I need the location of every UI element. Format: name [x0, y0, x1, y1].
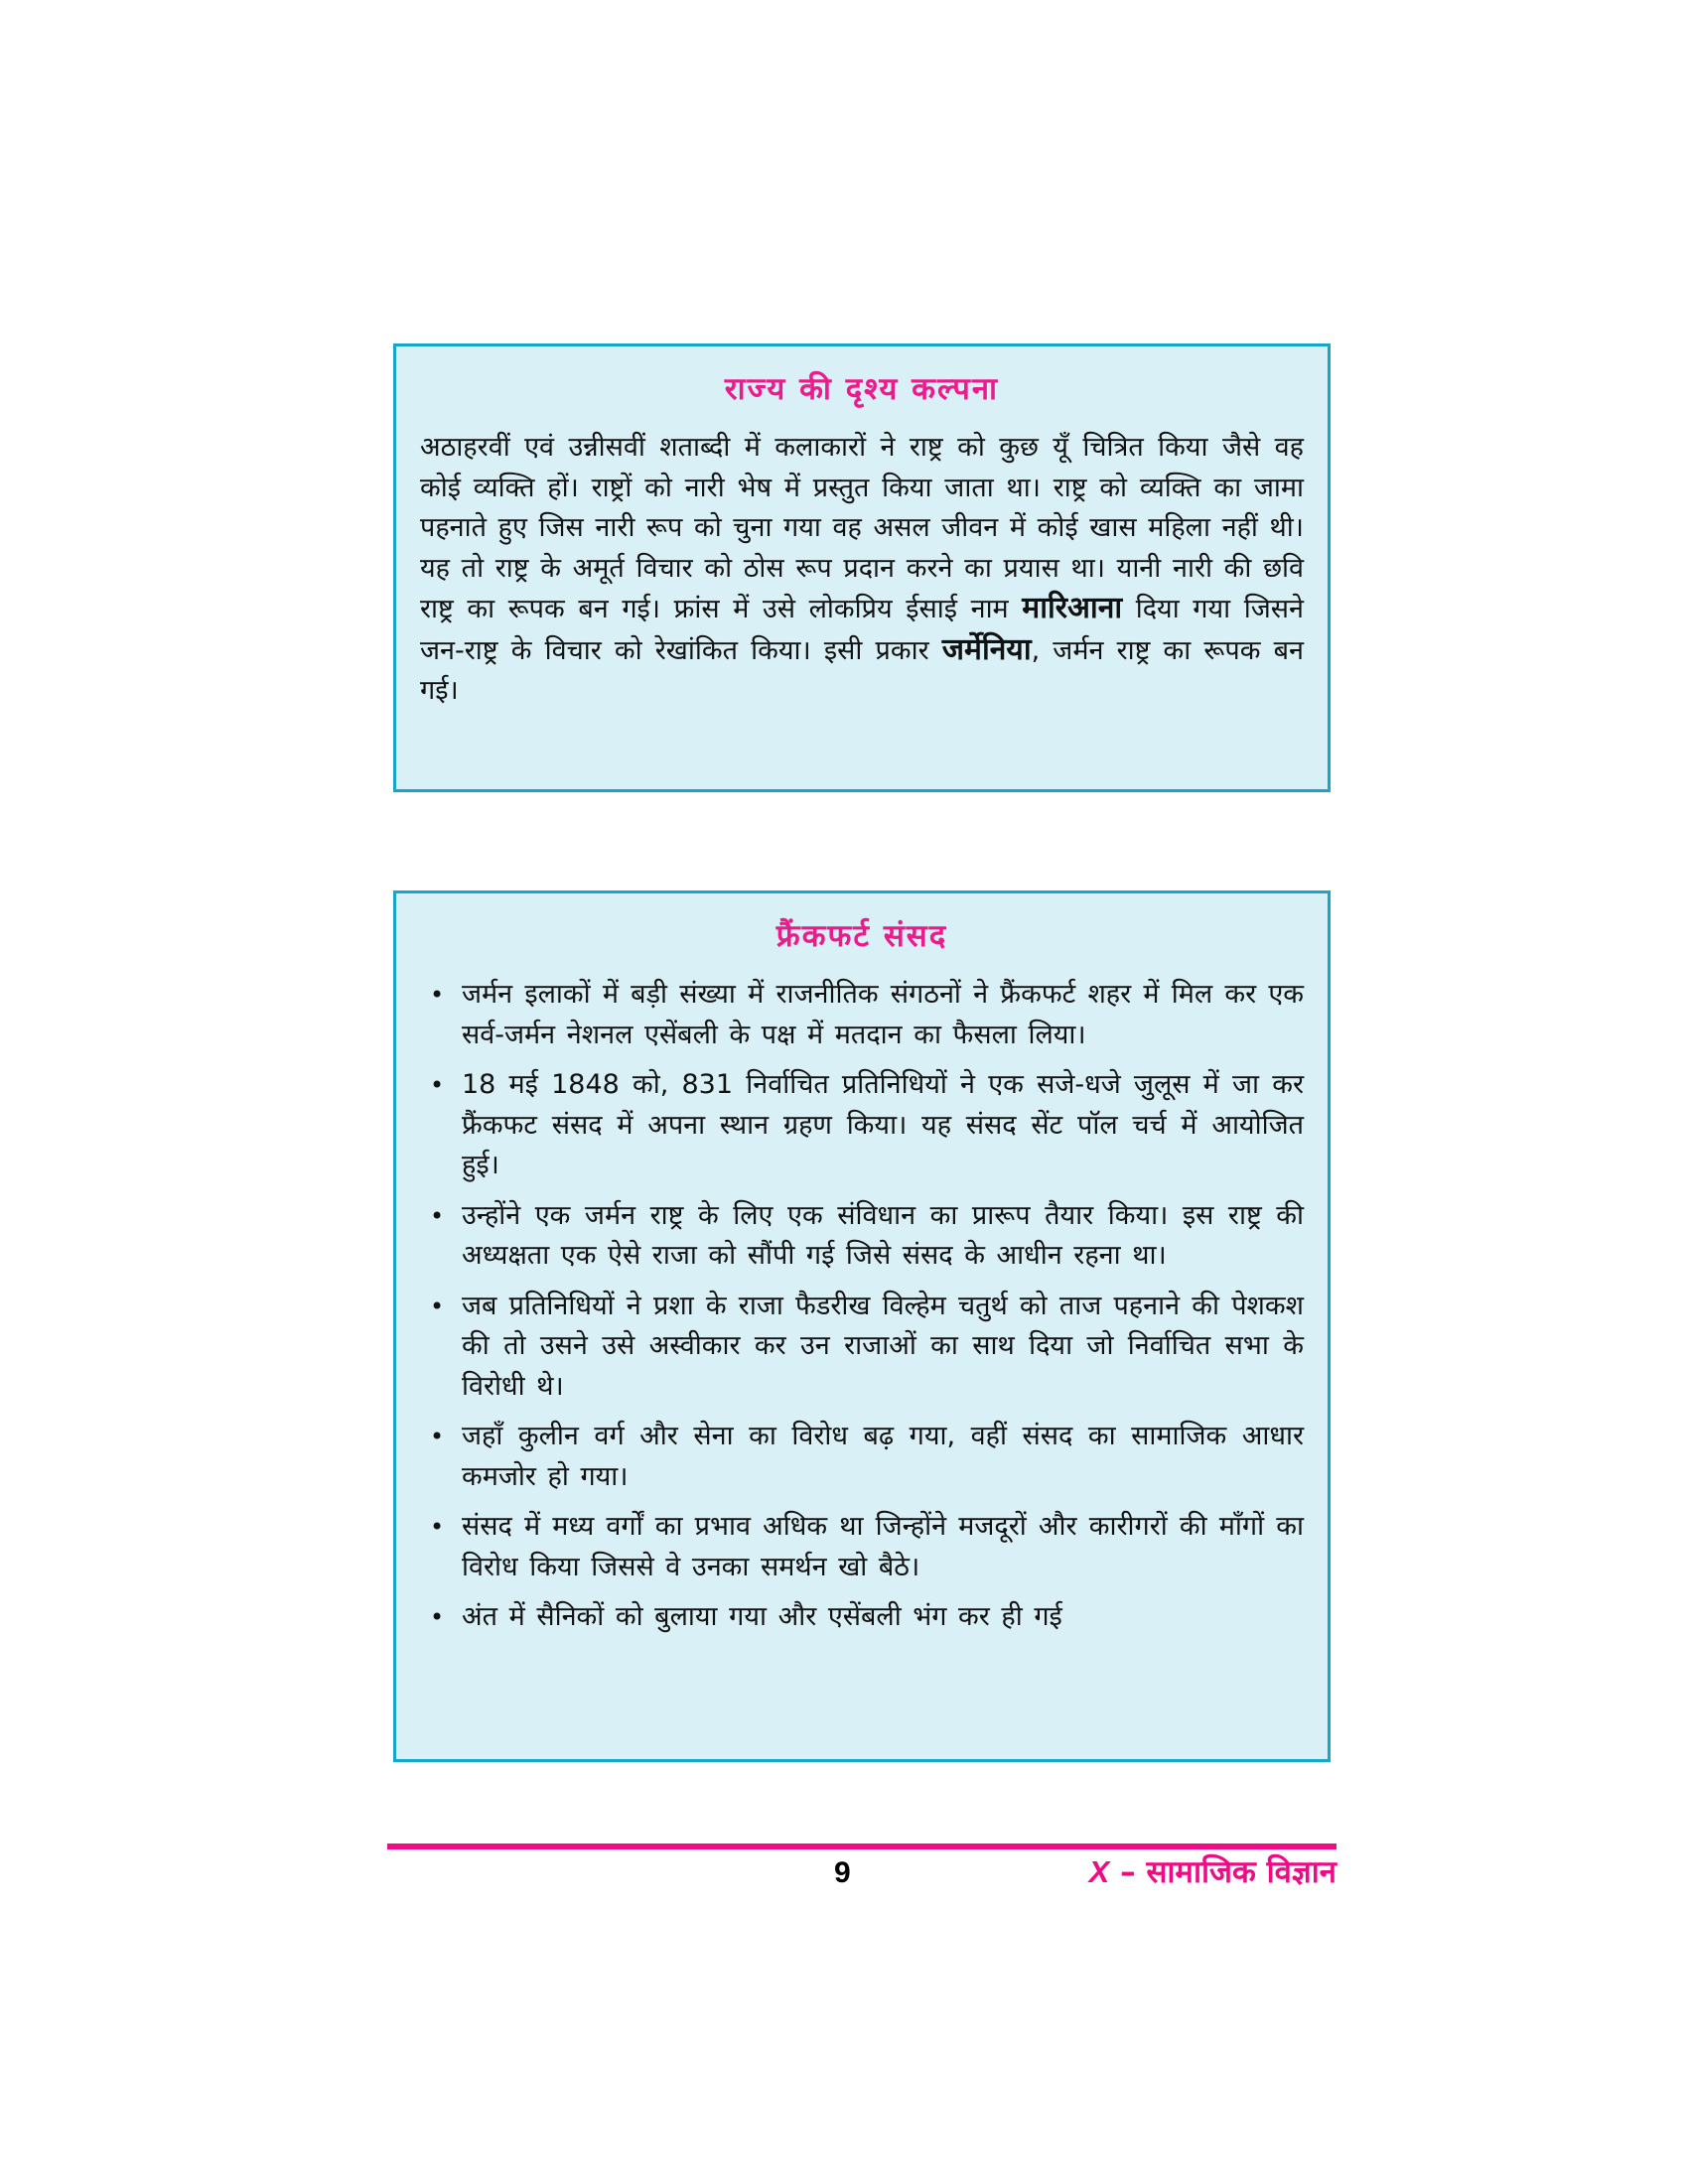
list-item-text: संसद में मध्य वर्गों का प्रभाव अधिक था जिन्होंने मजदूरों और कारीगरों की माँगों का विरोध किया जिससे वे उनका समर्थन खो बैठे। — [462, 1511, 1304, 1582]
bullet-icon: • — [430, 1513, 445, 1541]
list-item — [420, 975, 1304, 1055]
list-item-text: जहाँ कुलीन वर्ग और सेना का विरोध बढ़ गया, वहीं संसद का सामाजिक आधार कमजोर हो गया। — [462, 1421, 1304, 1492]
bullet-icon: • — [430, 1201, 445, 1230]
box-title: फ्रैंकफर्ट संसद — [775, 918, 948, 954]
paragraph-text: अठाहरवीं एवं उन्नीसवीं शताब्दी में कलाकारों ने राष्ट्र को कुछ यूँ चित्रित किया जैसे वह कोई व्यक्ति हों। राष्ट्रों को नारी भेष में प्रस्तुत किया जाता था। राष्ट्र को व्यक्ति का जामा पहनाते हुए जिस नारी रूप को चुना गया वह असल जीवन में कोई खास महिला नहीं थी। यह तो राष्ट्र के अमूर्त विचार को ठोस रूप प्रदान करने का प्रयास था। यानी नारी की छवि राष्ट्र का रूपक बन गई। फ्रांस में उसे लोकप्रिय ईसाई नाम — [420, 432, 1304, 624]
box-paragraph — [420, 428, 1304, 712]
bullet-icon: • — [430, 1603, 445, 1631]
list-item-text: जर्मन इलाकों में बड़ी संख्या में राजनीतिक संगठनों ने फ्रैंकफर्ट शहर में मिल कर एक सर्व-जर्मन नेशनल एसेंबली के पक्ष में मतदान का फैसला लिया। — [462, 979, 1304, 1050]
bullet-list — [420, 975, 1304, 1638]
page-number: 9 — [834, 1856, 851, 1889]
list-item-text: उन्होंने एक जर्मन राष्ट्र के लिए एक संविधान का प्रारूप तैयार किया। इस राष्ट्र की अध्यक्षता एक ऐसे राजा को सौंपी गई जिसे संसद के आधीन रहना था। — [462, 1199, 1304, 1271]
bullet-icon: • — [430, 1071, 445, 1099]
box-title: राज्य की दृश्य कल्पना — [724, 371, 1000, 407]
separator: – — [1109, 1854, 1147, 1890]
list-item — [420, 1287, 1304, 1408]
bold-term-marianne: मारिआना — [1022, 591, 1123, 625]
list-item-text: जब प्रतिनिधियों ने प्रशा के राजा फैडरीख विल्हेम चतुर्थ को ताज पहनाने की पेशकश की तो उसने उसे अस्वीकार कर उन राजाओं का साथ दिया जो निर्वाचित सभा के विरोधी थे। — [462, 1290, 1304, 1402]
info-box-frankfurt-parliament — [393, 890, 1331, 1762]
bold-term-germania: जर्मेनिया — [941, 631, 1032, 667]
subject-name: सामाजिक विज्ञान — [1146, 1854, 1336, 1890]
list-item — [420, 1065, 1304, 1186]
list-item-text: 18 मई 1848 को, 831 निर्वाचित प्रतिनिधियों ने एक सजे-धजे जुलूस में जा कर फ्रैंकफट संसद में अपना स्थान ग्रहण किया। यह संसद सेंट पॉल चर्च में आयोजित हुई। — [462, 1069, 1304, 1180]
info-box-visual-imagination — [393, 343, 1331, 792]
bullet-icon: • — [430, 981, 445, 1009]
footer-subject-label — [1089, 1850, 1336, 1892]
paragraph-text: , जर्मन राष्ट्र का रूपक बन गई। — [420, 634, 1304, 706]
list-item — [420, 1196, 1304, 1277]
list-item — [420, 1507, 1304, 1587]
bullet-icon: • — [430, 1423, 445, 1450]
list-item-text: अंत में सैनिकों को बुलाया गया और एसेंबली भंग कर ही गई — [462, 1601, 1062, 1632]
class-label: X — [1088, 1854, 1110, 1889]
paragraph-text: दिया गया जिसने जन-राष्ट्र के विचार को रेखांकित किया। इसी प्रकार — [420, 594, 1304, 666]
list-item — [420, 1417, 1304, 1497]
list-item — [420, 1597, 1304, 1638]
footer-divider — [387, 1843, 1336, 1849]
bullet-icon: • — [430, 1292, 445, 1320]
